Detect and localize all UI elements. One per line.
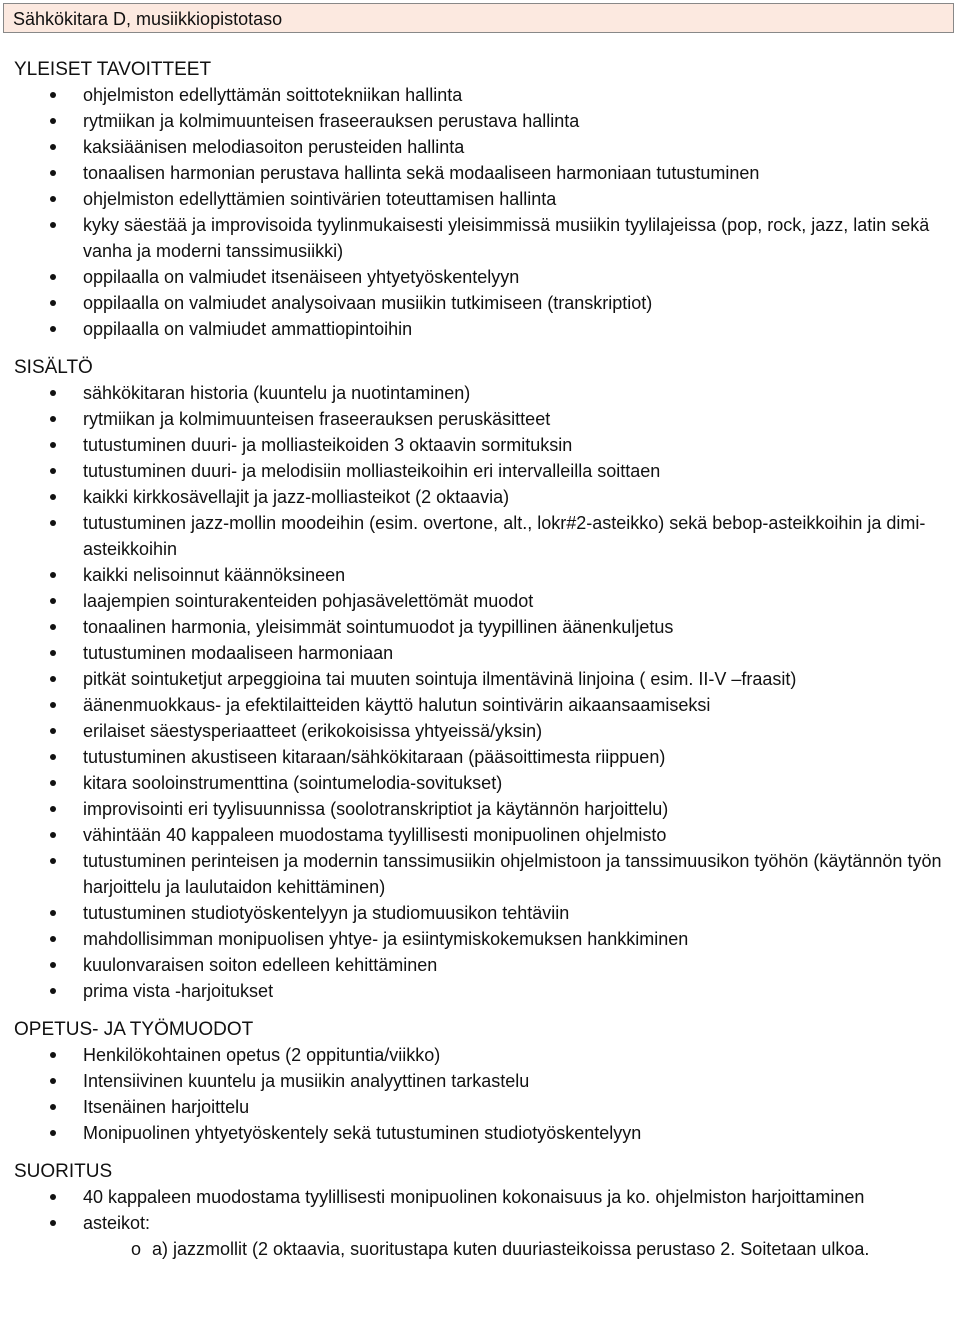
list-item: kaikki nelisoinnut käännöksineen [14, 562, 954, 588]
list-item: rytmiikan ja kolmimuunteisen fraseerauksen peruskäsitteet [14, 406, 954, 432]
section-heading: SISÄLTÖ [14, 357, 93, 378]
section-heading: SUORITUS [14, 1161, 113, 1182]
list-item: asteikot: [14, 1210, 954, 1236]
list-item: oppilaalla on valmiudet ammattiopintoihin [14, 316, 954, 342]
list-item: ohjelmiston edellyttämän soittotekniikan hallinta [14, 82, 954, 108]
list-item: kyky säestää ja improvisoida tyylinmukaisesti yleisimmissä musiikin tyylilajeissa (pop, rock, jazz, latin sekä vanha ja moderni tanssimusiikki) [14, 212, 954, 264]
sub-list-item: o a) jazzmollit (2 oktaavia, suoritustapa kuten duuriasteikoissa perustaso 2. Soitetaan ulkoa. [14, 1236, 954, 1262]
list-item: Henkilökohtainen opetus (2 oppituntia/viikko) [14, 1042, 954, 1068]
list-item: tonaalinen harmonia, yleisimmät sointumuodot ja tyypillinen äänenkuljetus [14, 614, 954, 640]
section-suoritus [14, 1160, 954, 1262]
list-item: tutustuminen duuri- ja molliasteikoiden 3 oktaavin sormituksin [14, 432, 954, 458]
list-item: tutustuminen modaaliseen harmoniaan [14, 640, 954, 666]
list-item: kaikki kirkkosävellajit ja jazz-molliasteikot (2 oktaavia) [14, 484, 954, 510]
section-heading: YLEISET TAVOITTEET [14, 59, 212, 80]
list-item: kaksiäänisen melodiasoiton perusteiden hallinta [14, 134, 954, 160]
list-item: sähkökitaran historia (kuuntelu ja nuotintaminen) [14, 380, 954, 406]
document-title-box [3, 3, 954, 33]
document-title: Sähkökitara D, musiikkiopistotaso [13, 9, 283, 29]
list-item: ohjelmiston edellyttämien sointivärien toteuttamisen hallinta [14, 186, 954, 212]
list-item: improvisointi eri tyylisuunnissa (soolotranskriptiot ja käytännön harjoittelu) [14, 796, 954, 822]
list-item: äänenmuokkaus- ja efektilaitteiden käyttö halutun sointivärin aikaansaamiseksi [14, 692, 954, 718]
list-item: oppilaalla on valmiudet analysoivaan musiikin tutkimiseen (transkriptiot) [14, 290, 954, 316]
list-item: oppilaalla on valmiudet itsenäiseen yhtyetyöskentelyyn [14, 264, 954, 290]
list-item: Itsenäinen harjoittelu [14, 1094, 954, 1120]
section-heading: OPETUS- JA TYÖMUODOT [14, 1019, 254, 1040]
list-item: tutustuminen akustiseen kitaraan/sähkökitaraan (pääsoittimesta riippuen) [14, 744, 954, 770]
list-item: rytmiikan ja kolmimuunteisen fraseerauksen perustava hallinta [14, 108, 954, 134]
section-opetus-ja-tyomuodot [14, 1018, 954, 1146]
list-item: kitara sooloinstrumenttina (sointumelodia-sovitukset) [14, 770, 954, 796]
section-yleiset-tavoitteet [14, 58, 954, 342]
bullet-list [14, 82, 954, 342]
list-item: prima vista -harjoitukset [14, 978, 954, 1004]
list-item: Intensiivinen kuuntelu ja musiikin analyyttinen tarkastelu [14, 1068, 954, 1094]
list-item: tutustuminen jazz-mollin moodeihin (esim. overtone, alt., lokr#2-asteikko) sekä bebop-asteikkoihin ja dimi-asteikkoihin [14, 510, 954, 562]
list-item: Monipuolinen yhtyetyöskentely sekä tutustuminen studiotyöskentelyyn [14, 1120, 954, 1146]
section-sisalto [14, 356, 954, 1004]
list-item: tonaalisen harmonian perustava hallinta sekä modaaliseen harmoniaan tutustuminen [14, 160, 954, 186]
list-item: 40 kappaleen muodostama tyylillisesti monipuolinen kokonaisuus ja ko. ohjelmiston harjoittaminen [14, 1184, 954, 1210]
list-item: mahdollisimman monipuolisen yhtye- ja esiintymiskokemuksen hankkiminen [14, 926, 954, 952]
bullet-list [14, 1184, 954, 1262]
list-item: vähintään 40 kappaleen muodostama tyylillisesti monipuolinen ohjelmisto [14, 822, 954, 848]
list-item: pitkät sointuketjut arpeggioina tai muuten sointuja ilmentävinä linjoina ( esim. II-V –fraasit) [14, 666, 954, 692]
list-item: laajempien sointurakenteiden pohjasävelettömät muodot [14, 588, 954, 614]
list-item: erilaiset säestysperiaatteet (erikokoisissa yhtyeissä/yksin) [14, 718, 954, 744]
list-item: tutustuminen duuri- ja melodisiin molliasteikoihin eri intervalleilla soittaen [14, 458, 954, 484]
list-item: kuulonvaraisen soiton edelleen kehittäminen [14, 952, 954, 978]
bullet-list [14, 1042, 954, 1146]
list-item: tutustuminen perinteisen ja modernin tanssimusiikin ohjelmistoon ja tanssimuusikon työhön (käytännön työn harjoittelu ja laulutaidon kehittäminen) [14, 848, 954, 900]
bullet-list [14, 380, 954, 1004]
list-item: tutustuminen studiotyöskentelyyn ja studiomuusikon tehtäviin [14, 900, 954, 926]
document-body [14, 58, 954, 1262]
